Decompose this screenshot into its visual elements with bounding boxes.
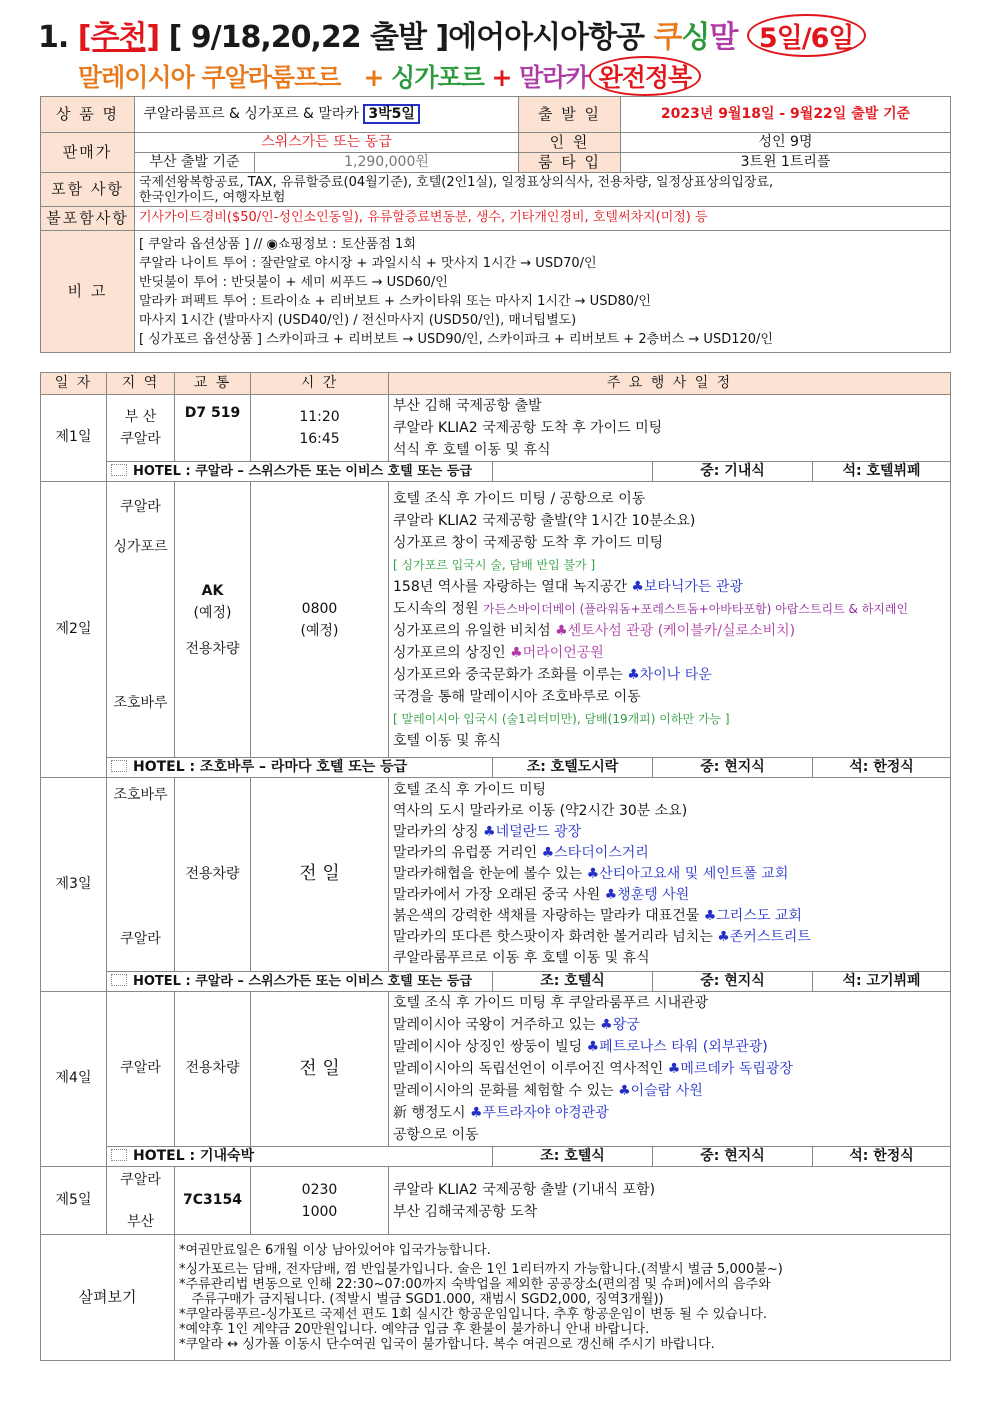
day2-item-1: 호텔 조식 후 가이드 미팅 / 공항으로 이동 xyxy=(393,490,646,507)
day2-item-7-highlight: ♣센토사섬 관광 (케이블카/실로소비치) xyxy=(555,622,796,639)
day5-region xyxy=(107,1167,175,1235)
product-info-table xyxy=(40,96,951,353)
title-recommend: [추천] xyxy=(77,20,160,55)
day4-region: 쿠알라 xyxy=(107,992,175,1147)
day2-hotel xyxy=(107,758,493,778)
schedule-table xyxy=(40,372,951,1361)
day3-transport: 전용차량 xyxy=(175,778,251,972)
remarks-cell xyxy=(135,231,951,353)
day3-item-8-highlight: ♣존커스트리트 xyxy=(717,929,811,945)
title-dates: [ 9/18,20,22 출발 ] xyxy=(168,20,449,55)
notes-line-6: *예약후 1인 계약금 20만원입니다. 예약금 입금 후 환불이 불가하니 안내 바랍니다. xyxy=(179,1322,650,1337)
day2-transport-2: (예정) xyxy=(193,604,232,621)
header-transport: 교 통 xyxy=(175,373,251,395)
day2-item-11: [ 말레이시아 입국시 (술1리터미만), 담배(19개피) 이하만 가능 ] xyxy=(393,711,730,726)
day1-time-1: 11:20 xyxy=(299,409,340,425)
day3-item-3-highlight: ♣네덜란드 광장 xyxy=(483,824,582,840)
day2-hotel-text: HOTEL : 조호바루 – 라마다 호텔 또는 등급 xyxy=(133,758,408,775)
day3-hotel-text: HOTEL : 쿠알라 – 스위스가든 또는 이비스 호텔 또는 등급 xyxy=(133,973,472,989)
day4-time: 전 일 xyxy=(251,992,389,1147)
header-region: 지 역 xyxy=(107,373,175,395)
day3-region-2: 쿠알라 xyxy=(120,931,161,947)
day2-meal-lunch: 중: 현지식 xyxy=(653,758,813,778)
day4-item-6-highlight: ♣푸트라자야 야경관광 xyxy=(470,1105,609,1121)
day3-item-9: 쿠알라룸푸르로 이동 후 호텔 이동 및 휴식 xyxy=(393,950,650,966)
day5-time-2: 1000 xyxy=(301,1203,338,1220)
title-airline: 에어아시아항공 xyxy=(448,20,645,55)
day4-item-4 xyxy=(393,1058,946,1080)
room-type-label: 룸 타 입 xyxy=(519,153,621,173)
day1-hotel xyxy=(107,462,493,482)
day4-meal-dinner: 석: 한정식 xyxy=(813,1147,951,1167)
day2-meal-breakfast: 조: 호텔도시락 xyxy=(493,758,653,778)
day3-item-7 xyxy=(393,906,946,927)
day2-region-3: 조호바루 xyxy=(113,695,168,711)
day2-meal-dinner: 석: 한정식 xyxy=(813,758,951,778)
header-time: 시 간 xyxy=(251,373,389,395)
day3-item-7-text: 붉은색의 강력한 색채를 자랑하는 말라카 대표건물 xyxy=(393,908,704,924)
notes-line-1: *여권만료일은 6개월 이상 남아있어야 입국가능합니다. xyxy=(179,1243,491,1258)
day2-item-5-text: 158년 역사를 자랑하는 열대 녹지공간 xyxy=(393,578,632,595)
day4-item-6 xyxy=(393,1102,946,1124)
day2-item-6 xyxy=(393,598,946,620)
subtitle-complete-badge: 완전정복 xyxy=(589,56,702,96)
departure-label: 출 발 일 xyxy=(519,97,621,133)
day5-time-1: 0230 xyxy=(301,1181,338,1198)
hatch-marker xyxy=(111,974,127,986)
persons-label: 인 원 xyxy=(519,133,621,153)
notes-cell xyxy=(175,1235,951,1361)
notes-line-2: *싱가포르는 담배, 전자담배, 껌 반입불가입니다. 술은 1인 1리터까지 가능합니다.(적발시 벌금 5,000불~) xyxy=(179,1262,783,1277)
day1-region-2: 쿠알라 xyxy=(120,431,161,447)
day2-item-4: [ 싱가포르 입국시 술, 담배 반입 불가 ] xyxy=(393,557,596,572)
subtitle-plus-2: + xyxy=(491,63,512,92)
day2-item-8-text: 싱가포르의 상징인 xyxy=(393,644,511,661)
day1-meal-lunch: 중: 기내식 xyxy=(653,462,813,482)
day2-item-7-text: 싱가포르의 유일한 비치섬 xyxy=(393,622,556,639)
notes-label: 살펴보기 xyxy=(41,1235,175,1361)
day2-item-8 xyxy=(393,642,946,664)
day2-time xyxy=(251,482,389,758)
day4-item-4-highlight: ♣메르데카 독립광장 xyxy=(667,1061,793,1077)
day4-item-1: 호텔 조식 후 가이드 미팅 후 쿠알라룸푸르 시내관광 xyxy=(393,995,709,1011)
day3-item-1: 호텔 조식 후 가이드 미팅 xyxy=(393,782,547,798)
day3-item-3 xyxy=(393,822,946,843)
day3-item-8 xyxy=(393,927,946,948)
day2-item-2: 쿠알라 KLIA2 국제공항 출발(약 1시간 10분소요) xyxy=(393,512,696,529)
product-nights-badge: 3박5일 xyxy=(363,104,420,124)
day2-transport xyxy=(175,482,251,758)
day5-transport: 7C3154 xyxy=(175,1167,251,1235)
day2-itinerary xyxy=(389,482,951,758)
day4-item-5-highlight: ♣이슬람 사원 xyxy=(618,1083,703,1099)
day3-item-5 xyxy=(393,864,946,885)
day2-item-9 xyxy=(393,664,946,686)
header-itinerary: 주 요 행 사 일 정 xyxy=(389,373,951,395)
day4-hotel xyxy=(107,1147,493,1167)
day1-item-3: 석식 후 호텔 이동 및 휴식 xyxy=(393,442,551,458)
day3-item-4-text: 말라카의 유럽풍 거리인 xyxy=(393,845,542,861)
day1-time-2: 16:45 xyxy=(299,431,340,447)
day3-time: 전 일 xyxy=(251,778,389,972)
day4-item-2-highlight: ♣왕궁 xyxy=(600,1017,640,1033)
include-label: 포함 사항 xyxy=(41,173,135,207)
title-days-badge: 5일/6일 xyxy=(747,14,866,57)
day4-item-3-highlight: ♣페트로나스 타워 (외부관광) xyxy=(586,1039,768,1055)
day4-item-6-text: 新 행정도시 xyxy=(393,1105,470,1121)
day3-label: 제3일 xyxy=(41,778,107,992)
day3-item-6-text: 말라카에서 가장 오래된 중국 사원 xyxy=(393,887,605,903)
day1-hotel-text: HOTEL : 쿠알라 – 스위스가든 또는 이비스 호텔 또는 등급 xyxy=(133,463,472,479)
title-sing: 싱 xyxy=(681,20,710,55)
notes-line-5: *쿠알라룸푸르-싱가포르 국제선 편도 1회 실시간 항공운임입니다. 추후 항공운임이 변동 될 수 있습니다. xyxy=(179,1307,768,1322)
day1-itinerary xyxy=(389,395,951,462)
day2-item-10: 국경을 통해 말레이시아 조호바루로 이동 xyxy=(393,688,641,705)
day2-time-1: 0800 xyxy=(301,600,338,617)
day4-label: 제4일 xyxy=(41,992,107,1167)
day4-item-7: 공항으로 이동 xyxy=(393,1127,479,1143)
departure-value: 2023년 9월18일 - 9월22일 출발 기준 xyxy=(621,97,951,133)
day2-region-1: 쿠알라 xyxy=(120,499,161,515)
title-ku: 쿠 xyxy=(653,20,682,55)
day4-item-5 xyxy=(393,1080,946,1102)
remarks-line-1: [ 쿠알라 옵션상품 ] // ◉쇼핑정보 : 토산품점 1회 xyxy=(139,236,416,252)
day3-region-1: 조호바루 xyxy=(113,787,168,803)
include-line-1: 국제선왕복항공료, TAX, 유류할증료(04월기준), 호텔(2인1실), 일정표상의식사, 전용차량, 일정상표상의입장료, xyxy=(139,174,774,190)
notes-line-7: *쿠알라 ↔ 싱가폴 이동시 단수여권 입국이 불가합니다. 복수 여권으로 갱신해 주시기 바랍니다. xyxy=(179,1337,715,1352)
day3-item-6 xyxy=(393,885,946,906)
day2-time-2: (예정) xyxy=(300,622,339,639)
day3-item-4 xyxy=(393,843,946,864)
day1-item-2: 쿠알라 KLIA2 국제공항 도착 후 가이드 미팅 xyxy=(393,420,663,436)
day3-meal-lunch: 중: 현지식 xyxy=(653,972,813,992)
product-name-cell xyxy=(135,97,519,133)
day4-itinerary xyxy=(389,992,951,1147)
day5-time xyxy=(251,1167,389,1235)
day3-item-4-highlight: ♣스타더이스거리 xyxy=(541,845,649,861)
day2-item-6-highlight: 가든스바이더베이 (플라워돔+포레스트돔+아바타포함) 아랍스트리트 & 하지레인 xyxy=(483,601,909,616)
notes-line-4: 주류구매가 금지됩니다. (적발시 벌금 SGD1.000, 재범시 SGD2,000, 징역3개월)) xyxy=(179,1292,664,1307)
day3-region xyxy=(107,778,175,972)
day2-item-9-text: 싱가포르와 중국문화가 조화를 이루는 xyxy=(393,666,628,683)
day5-region-1: 쿠알라 xyxy=(120,1171,161,1188)
day3-meal-dinner: 석: 고기뷔페 xyxy=(813,972,951,992)
day3-item-5-text: 말라카해협을 한눈에 볼수 있는 xyxy=(393,866,587,882)
subtitle-singapore: 싱가포르 xyxy=(391,63,484,92)
day4-meal-breakfast: 조: 호텔식 xyxy=(493,1147,653,1167)
day2-region xyxy=(107,482,175,758)
subtitle-plus-1: + xyxy=(363,63,384,92)
remarks-line-6: [ 싱가포르 옵션상품 ] 스카이파크 + 리버보트 → USD90/인, 스카이파크 + 리버보트 + 2층버스 → USD120/인 xyxy=(139,331,773,347)
hatch-marker xyxy=(111,760,127,772)
notes-line-3: *주류관리법 변동으로 인해 22:30~07:00까지 숙박업을 제외한 공공장소(편의점 및 슈퍼)에서의 음주와 xyxy=(179,1277,771,1292)
remarks-line-2: 쿠알라 나이트 투어 : 잘란알로 야시장 + 과일시식 + 맛사지 1시간 → USD70/인 xyxy=(139,255,597,271)
day3-hotel xyxy=(107,972,493,992)
remarks-line-5: 마사지 1시간 (발마사지 (USD40/인) / 전신마사지 (USD50/인), 매너팁별도) xyxy=(139,312,577,328)
header-day: 일 자 xyxy=(41,373,107,395)
day2-transport-3: 전용차량 xyxy=(185,640,240,657)
day2-item-5-highlight: ♣보타닉가든 관광 xyxy=(631,578,743,595)
exclude-label: 불포함사항 xyxy=(41,207,135,231)
day4-hotel-text: HOTEL : 기내숙박 xyxy=(133,1147,255,1164)
day1-region-1: 부 산 xyxy=(124,409,157,425)
room-type-value: 3트윈 1트리플 xyxy=(621,153,951,173)
day5-item-2: 부산 김해국제공항 도착 xyxy=(393,1203,538,1220)
remarks-line-4: 말라카 퍼펙트 투어 : 트라이쇼 + 리버보트 + 스카이타워 또는 마사지 1시간 → USD80/인 xyxy=(139,293,651,309)
day2-transport-1: AK xyxy=(201,582,224,599)
day1-item-1: 부산 김해 국제공항 출발 xyxy=(393,398,542,414)
day2-item-6-text: 도시속의 정원 xyxy=(393,600,484,617)
day2-item-3: 싱가포르 창이 국제공항 도착 후 가이드 미팅 xyxy=(393,534,664,551)
subtitle-kuala: 말레이시아 쿠알라룸프르 xyxy=(78,63,341,92)
day1-meal-breakfast xyxy=(493,462,653,482)
day1-meal-dinner: 석: 호텔뷔페 xyxy=(813,462,951,482)
day3-item-7-highlight: ♣그리스도 교회 xyxy=(703,908,802,924)
subtitle-malacca: 말라카 xyxy=(519,63,589,92)
day2-item-8-highlight: ♣머라이언공원 xyxy=(510,644,604,661)
day4-item-2-text: 말레이시아 국왕이 거주하고 있는 xyxy=(393,1017,601,1033)
title-mal: 말 xyxy=(709,20,738,55)
day2-item-9-highlight: ♣차이나 타운 xyxy=(627,666,712,683)
page-subtitle xyxy=(78,56,701,96)
include-line-2: 한국인가이드, 여행자보험 xyxy=(139,189,286,205)
day3-meal-breakfast: 조: 호텔식 xyxy=(493,972,653,992)
day2-item-7 xyxy=(393,620,946,642)
seller-label: 판매가 xyxy=(41,133,135,173)
day1-transport: D7 519 xyxy=(175,395,251,462)
remarks-line-3: 반딧불이 투어 : 반딧불이 + 세미 씨푸드 → USD60/인 xyxy=(139,274,448,290)
include-cell xyxy=(135,173,951,207)
day3-item-5-highlight: ♣산티아고요새 및 세인트폴 교회 xyxy=(586,866,789,882)
day4-item-3-text: 말레이시아 상징인 쌍둥이 빌딩 xyxy=(393,1039,587,1055)
day5-item-1: 쿠알라 KLIA2 국제공항 출발 (기내식 포함) xyxy=(393,1181,656,1198)
day3-item-2: 역사의 도시 말라카로 이동 (약2시간 30분 소요) xyxy=(393,803,688,819)
day5-region-2: 부산 xyxy=(126,1213,155,1230)
hatch-marker xyxy=(111,1149,127,1161)
day1-region xyxy=(107,395,175,462)
day3-item-6-highlight: ♣챙훈텡 사원 xyxy=(604,887,690,903)
day5-itinerary xyxy=(389,1167,951,1235)
day4-item-5-text: 말레이시아의 문화를 체험할 수 있는 xyxy=(393,1083,619,1099)
day4-item-2 xyxy=(393,1014,946,1036)
title-number: 1. xyxy=(38,20,69,55)
day3-itinerary xyxy=(389,778,951,972)
day5-label: 제5일 xyxy=(41,1167,107,1235)
day1-label: 제1일 xyxy=(41,395,107,482)
exclude-value: 기사가이드경비($50/인-성인소인동일), 유류할증료변동분, 생수, 기타개인경비, 호텔써차지(미정) 등 xyxy=(135,207,951,231)
day4-item-4-text: 말레이시아의 독립선언이 이루어진 역사적인 xyxy=(393,1061,668,1077)
day2-region-2: 싱가포르 xyxy=(113,539,168,555)
busan-departure-label: 부산 출발 기준 xyxy=(135,153,255,173)
day2-item-5 xyxy=(393,576,946,598)
product-name-label: 상 품 명 xyxy=(41,97,135,133)
day3-item-8-text: 말라카의 또다른 핫스팟이자 화려한 볼거리라 넘치는 xyxy=(393,929,718,945)
day4-meal-lunch: 중: 현지식 xyxy=(653,1147,813,1167)
page-title xyxy=(38,12,866,57)
hotel-grade: 스위스가든 또는 동급 xyxy=(135,133,519,153)
day2-item-12: 호텔 이동 및 휴식 xyxy=(393,732,502,749)
remarks-label: 비 고 xyxy=(41,231,135,353)
persons-value: 성인 9명 xyxy=(621,133,951,153)
day2-label: 제2일 xyxy=(41,482,107,778)
price-value: 1,290,000원 xyxy=(255,153,519,173)
day3-item-3-text: 말라카의 상징 xyxy=(393,824,484,840)
hatch-marker xyxy=(111,464,127,476)
day1-time xyxy=(251,395,389,462)
product-name-value: 쿠알라룸프르 & 싱가포르 & 말라카 xyxy=(143,105,359,122)
day4-item-3 xyxy=(393,1036,946,1058)
day4-transport: 전용차량 xyxy=(175,992,251,1147)
